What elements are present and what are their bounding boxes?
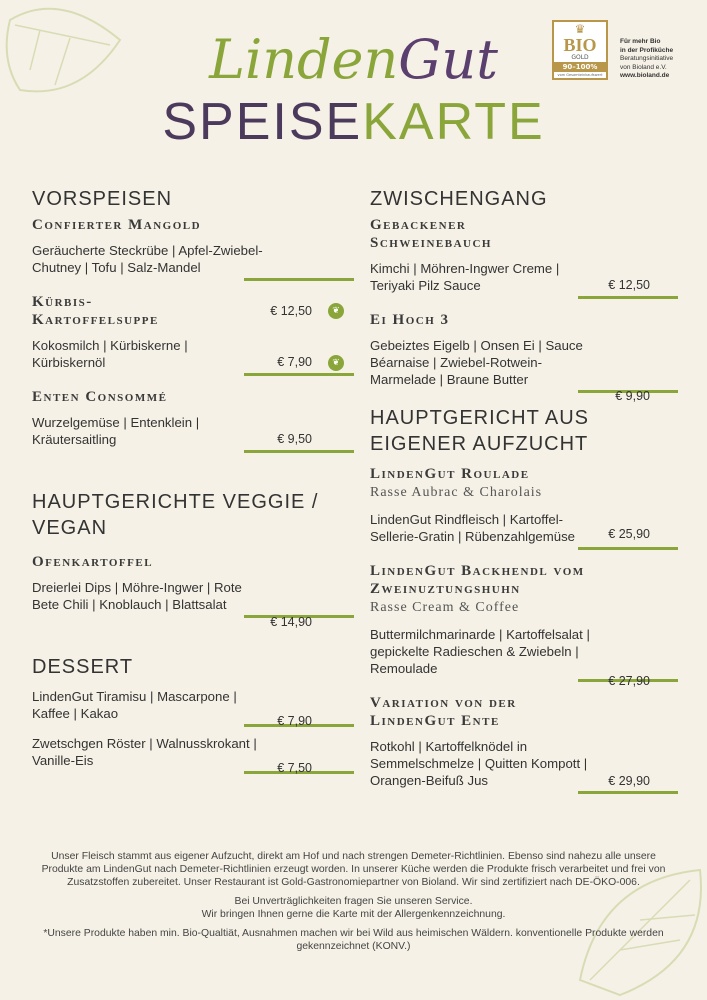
- menu-item: [32, 293, 352, 376]
- bio-note: vom Gesamteinkaufswert: [557, 73, 603, 77]
- dish-price: € 12,50: [608, 278, 650, 292]
- dish-description: Rotkohl | Kartoffelknödel in Semmelschmelze | Quitten Kompott | Orangen-Beifuß Jus: [370, 739, 588, 788]
- dish-name: Gebackener Schweinebauch: [370, 217, 492, 251]
- footer-paragraph: *Unsere Produkte haben min. Bio-Qualtiät, Ausnahmen machen wir bei Wild aus heimischen Wäldern. konventionelle Produkte werden gekennzeichnet (KONV.): [43, 928, 664, 952]
- leaf-badge-icon: ❦: [328, 355, 344, 371]
- dish-price: € 14,90: [270, 615, 312, 629]
- page-title: [0, 94, 707, 150]
- footer-paragraph: Bei Unverträglichkeiten fragen Sie unseren Service.: [234, 896, 473, 907]
- menu-column-right: [370, 186, 690, 794]
- dish-name: Kürbis-Kartoffelsuppe: [32, 294, 159, 328]
- footer-paragraph: Unser Fleisch stammt aus eigener Aufzucht, direkt am Hof und nach strengen Demeter-Richtlinien. Ebenso sind nahezu alle unsere Produkte am LindenGut nach Demeter-Richtlinien erzeugt worden. In unserer Küche werden die Produkte frisch verarbeitet und frei von Zusatzstoffen zubereitet. Unser Restaurant ist Gold-Gastronomiepartner von Bioland. Wir sind zertifiziert nach DE-ÖKO-006.: [41, 851, 666, 888]
- menu-item: [370, 562, 690, 688]
- bio-info: [620, 38, 700, 81]
- menu-item: [32, 688, 352, 727]
- dish-name: Ofenkartoffel: [32, 554, 154, 570]
- logo-part-2: Gut: [398, 28, 498, 91]
- bio-info-line: www.bioland.de: [620, 72, 670, 79]
- dish-price: € 7,90: [277, 355, 312, 369]
- price-divider: [578, 296, 678, 299]
- bio-level: GOLD: [571, 54, 589, 61]
- menu-item: [370, 694, 690, 794]
- bio-logo-text: BIO: [563, 35, 597, 55]
- dish-description: Dreierlei Dips | Möhre-Ingwer | Rote Bete Chili | Knoblauch | Blattsalat: [32, 580, 242, 612]
- dish-name: LindenGut Backhendl vom Zweinuztungshuhn: [370, 563, 585, 597]
- menu-column-left: [32, 186, 352, 774]
- section-heading: ZWISCHENGANG: [370, 188, 548, 210]
- menu-item: [370, 216, 690, 299]
- dish-description: Buttermilchmarinarde | Kartoffelsalat | gepickelte Radieschen & Zwiebeln | Remoulade: [370, 627, 590, 676]
- price-divider: [578, 791, 678, 794]
- dish-description: Zwetschgen Röster | Walnusskrokant | Vanille-Eis: [32, 736, 257, 768]
- dish-description: Gebeiztes Eigelb | Onsen Ei | Sauce Béarnaise | Zwiebel-Rotwein-Marmelade | Braune Butter: [370, 338, 583, 387]
- dish-price: € 27,90: [608, 674, 650, 688]
- price-divider: [244, 450, 354, 453]
- menu-item: [370, 311, 690, 403]
- section-heading: VORSPEISEN: [32, 188, 173, 210]
- price-divider: [244, 278, 354, 281]
- dish-price: € 7,90: [277, 714, 312, 728]
- price-divider: [244, 373, 354, 376]
- dish-description: Geräucherte Steckrübe | Apfel-Zwiebel-Chutney | Tofu | Salz-Mandel: [32, 243, 263, 275]
- section-heading: HAUPTGERICHTE VEGGIE / VEGAN: [32, 491, 319, 539]
- dish-price: € 25,90: [608, 527, 650, 541]
- leaf-badge-icon: ❦: [328, 303, 344, 319]
- menu-item: [370, 465, 690, 550]
- dish-price: € 9,50: [277, 432, 312, 446]
- dish-description: LindenGut Tiramisu | Mascarpone | Kaffee | Kakao: [32, 689, 237, 721]
- bio-info-line: Beratungsinitiative: [620, 55, 674, 62]
- dish-name: Confierter Mangold: [32, 217, 202, 233]
- section-heading: HAUPTGERICHT AUS EIGENER AUFZUCHT: [370, 407, 589, 455]
- bio-info-line: von Bioland e.V.: [620, 63, 667, 71]
- logo-part-1: Linden: [209, 28, 399, 91]
- dish-price: € 9,90: [615, 389, 650, 403]
- footer-paragraph: Wir bringen Ihnen gerne die Karte mit der Allergenkennzeichnung.: [201, 909, 506, 920]
- dish-name: LindenGut Roulade: [370, 466, 530, 482]
- dish-name: Ei Hoch 3: [370, 312, 450, 328]
- dish-description: Kimchi | Möhren-Ingwer Creme | Teriyaki Pilz Sauce: [370, 261, 560, 293]
- dish-breed: Rasse Aubrac & Charolais: [370, 485, 543, 500]
- bio-gold-badge: [552, 20, 608, 96]
- dish-name: Enten Consommé: [32, 389, 168, 405]
- price-divider: [578, 547, 678, 550]
- title-part-1: SPEISE: [162, 93, 363, 151]
- dish-description: LindenGut Rindfleisch | Kartoffel-Sellerie-Gratin | Rübenzahlgemüse: [370, 512, 576, 544]
- dish-name: Variation von der LindenGut Ente: [370, 695, 517, 729]
- bio-info-line: Für mehr Bio: [620, 38, 661, 45]
- menu-item: [32, 735, 352, 774]
- dish-price: € 29,90: [608, 774, 650, 788]
- dish-description: Kokosmilch | Kürbiskerne | Kürbiskernöl: [32, 338, 188, 370]
- bio-range: 90–100%: [554, 62, 606, 72]
- bio-chef-icon: ♛: [574, 22, 586, 36]
- dish-price: € 7,50: [277, 761, 312, 775]
- dish-breed: Rasse Cream & Coffee: [370, 600, 520, 615]
- section-heading: DESSERT: [32, 656, 134, 678]
- dish-price: € 12,50: [270, 304, 312, 318]
- bio-info-line: in der Profiküche: [620, 46, 674, 54]
- title-part-2: KARTE: [362, 93, 545, 151]
- dish-description: Wurzelgemüse | Entenklein | Kräutersaitling: [32, 415, 200, 447]
- footer-notes: [40, 850, 667, 959]
- menu-item: [32, 388, 352, 453]
- menu-item: [32, 553, 352, 629]
